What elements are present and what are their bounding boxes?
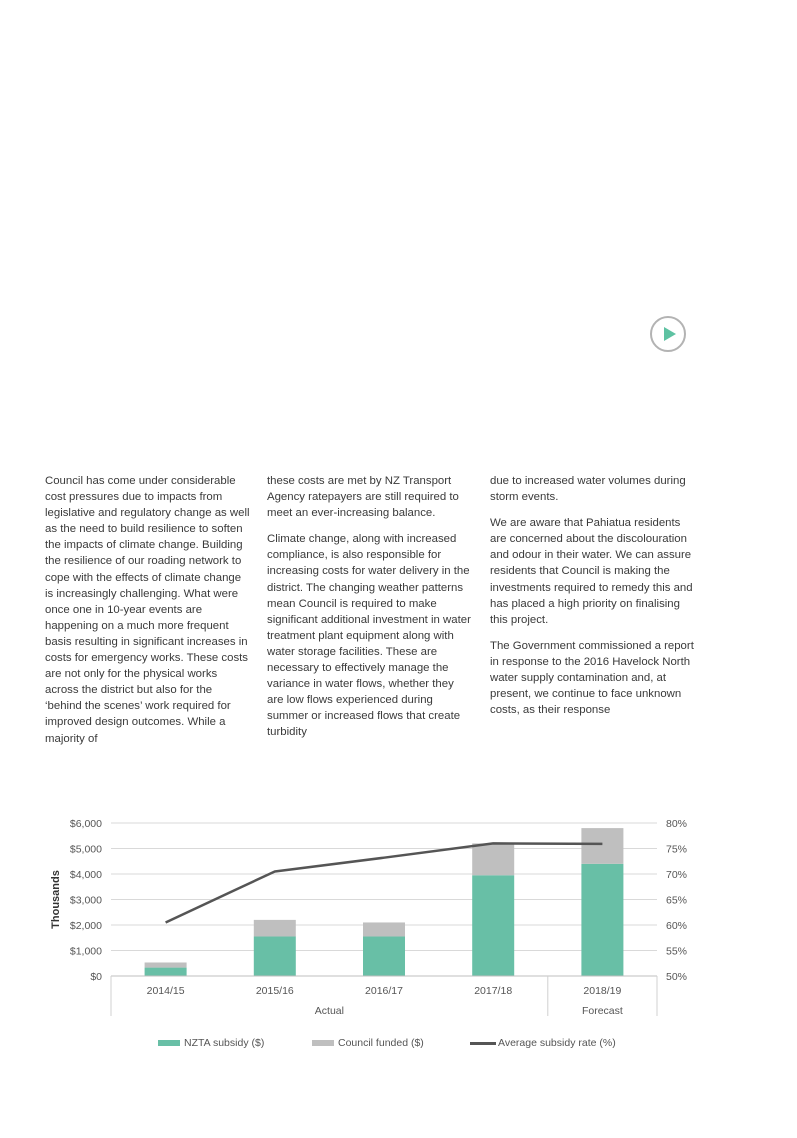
y-tick-label: $5,000	[69, 843, 102, 856]
x-tick-label: 2018/19	[583, 985, 622, 997]
y2-tick-label: 75%	[666, 843, 688, 856]
text-column-3	[490, 473, 695, 728]
y2-tick-label: 50%	[666, 971, 688, 983]
x-tick-label: 2015/16	[255, 985, 294, 997]
x-tick-label: 2016/17	[365, 985, 403, 997]
legend-council-swatch	[312, 1040, 334, 1046]
x-tick-label: 2014/15	[146, 985, 185, 997]
group-label: Forecast	[581, 1005, 623, 1017]
paragraph: The Government commissioned a report in response to the 2016 Havelock North water supply contamination and, at present, we continue to face unknown costs, as their response	[490, 639, 694, 717]
paragraph: Climate change, along with increased compliance, is also responsible for increasing costs for water delivery in the district. The changing weather patterns mean Council is required to make significant additional investment in water treatment plant equipment along with water storage facilities. These are necessary to effectively manage the variance in water flows, whether they are low flows experienced during summer or increased flows that create turbidity	[267, 533, 471, 739]
chart-legend	[0, 1037, 797, 1053]
paragraph: these costs are met by NZ Transport Agency ratepayers are still required to meet an ever-increasing balance.	[267, 475, 459, 520]
legend-rate-swatch	[470, 1042, 496, 1045]
y-tick-label: $4,000	[69, 869, 102, 881]
bar-council	[145, 962, 187, 967]
paragraph: Council has come under considerable cost pressures due to impacts from legislative and regulatory change as well as the need to build resilience to soften the impacts of climate change. Building the resilience of our roading network to cope with the effects of climate change is increasingly challenging. What were once one in 10-year events are happening on a much more frequent basis resulting in significant increases in costs for emergency works. These costs are not only for the physical works across the district but also for the ‘behind the scenes’ work required for improved design outcomes. While a majority of	[45, 475, 250, 745]
x-tick-label: 2017/18	[474, 985, 513, 997]
legend-rate	[470, 1037, 616, 1049]
text-column-2	[267, 473, 472, 751]
y2-tick-label: 80%	[666, 818, 688, 830]
bar-nzta	[363, 936, 405, 976]
bar-council	[472, 843, 514, 875]
y-tick-label: $0	[90, 971, 102, 983]
bar-nzta	[254, 936, 296, 976]
play-icon	[664, 327, 676, 341]
bar-nzta	[145, 968, 187, 976]
paragraph: We are aware that Pahiatua residents are concerned about the discolouration and odour in their water. We can assure residents that Council is making the investments required to remedy this and has placed a high priority on finalising this project.	[490, 517, 693, 626]
y-tick-label: $1,000	[69, 945, 102, 958]
text-column-1	[45, 473, 250, 757]
bar-council	[254, 920, 296, 937]
subsidy-chart	[0, 800, 797, 1025]
legend-nzta-swatch	[158, 1040, 180, 1046]
legend-nzta	[158, 1037, 264, 1049]
bar-nzta	[472, 875, 514, 976]
y2-tick-label: 70%	[666, 869, 688, 881]
y-tick-label: $6,000	[69, 818, 102, 830]
legend-council	[312, 1037, 424, 1049]
legend-rate-label: Average subsidy rate (%)	[498, 1037, 616, 1049]
y-tick-label: $3,000	[69, 894, 102, 907]
bar-council	[363, 922, 405, 936]
y-axis-title: Thousands	[50, 870, 62, 929]
y2-tick-label: 60%	[666, 920, 688, 932]
legend-nzta-label: NZTA subsidy ($)	[184, 1037, 265, 1049]
subsidy-rate-line	[166, 843, 603, 922]
legend-council-label: Council funded ($)	[338, 1037, 424, 1049]
paragraph: due to increased water volumes during storm events.	[490, 475, 686, 504]
y-tick-label: $2,000	[69, 920, 102, 932]
play-button[interactable]	[650, 316, 686, 352]
y2-tick-label: 65%	[666, 894, 688, 907]
group-label: Actual	[314, 1005, 344, 1017]
bar-council	[581, 828, 623, 864]
bar-nzta	[581, 864, 623, 976]
y2-tick-label: 55%	[666, 945, 688, 958]
